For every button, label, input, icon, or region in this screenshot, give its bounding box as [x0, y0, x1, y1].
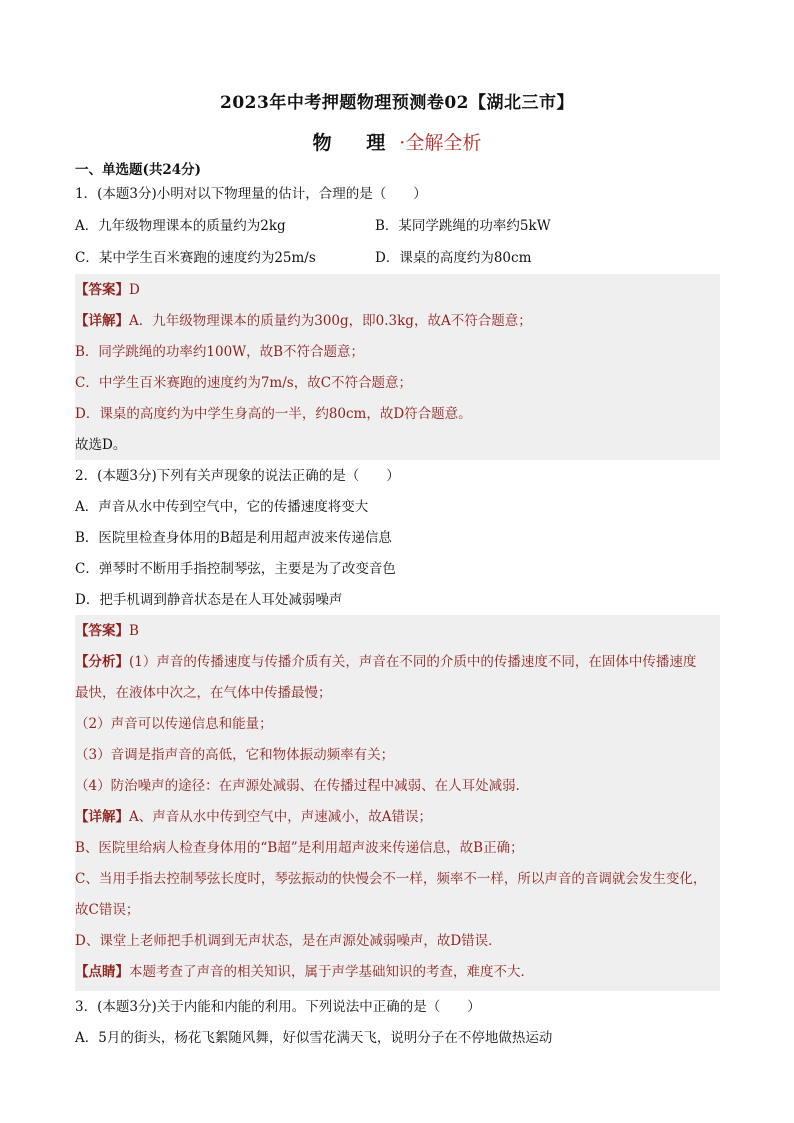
q1-conclusion: 故选D。 — [75, 437, 127, 453]
q2-option-a: A．声音从水中传到空气中，它的传播速度将变大 — [75, 499, 369, 515]
q2-option-d: D．把手机调到静音状态是在人耳处减弱噪声 — [75, 592, 343, 608]
q1-option-a: A．九年级物理课本的质量约为2kg — [75, 218, 286, 234]
q1-detail-3: C．中学生百米赛跑的速度约为7m/s，故C不符合题意； — [75, 375, 413, 391]
q2-analysis-4: （4）防治噪声的途径：在声源处减弱、在传播过程中减弱、在人耳处减弱． — [75, 778, 530, 794]
answer-value: D — [129, 282, 140, 298]
q2-analysis-2: （2）声音可以传递信息和能量； — [75, 716, 273, 732]
q1-solution-box — [75, 274, 720, 460]
q1-option-b: B．某同学跳绳的功率约5kW — [375, 218, 551, 234]
q2-stem: 2．(本题3分)下列有关声现象的说法正确的是（ ） — [75, 468, 400, 484]
q2-detail-4: D、课堂上老师把手机调到无声状态，是在声源处减弱噪声，故D错误． — [75, 933, 502, 949]
detail-tag: 【详解】 — [75, 313, 129, 329]
subject-label: 物 理 — [312, 132, 400, 154]
q2-analysis-3: （3）音调是指声音的高低，它和物体振动频率有关； — [75, 747, 395, 763]
subtitle-suffix: ·全解全析 — [399, 132, 482, 154]
q1-option-c: C．某中学生百米赛跑的速度约为25m/s — [75, 250, 316, 266]
comment-tag: 【点睛】 — [75, 964, 129, 980]
q3-option-a: A．5月的街头，杨花飞絮随风舞，好似雪花满天飞，说明分子在不停地做热运动 — [75, 1030, 553, 1046]
q3-stem: 3．(本题3分)关于内能和内能的利用。下列说法中正确的是（ ） — [75, 999, 481, 1015]
q2-analysis-1b: 最快，在液体中次之，在气体中传播最慢； — [75, 685, 332, 701]
answer-tag: 【答案】 — [75, 282, 129, 298]
q1-stem: 1．(本题3分)小明对以下物理量的估计，合理的是（ ） — [75, 186, 427, 202]
q2-detail-1 — [75, 807, 720, 827]
section-heading: 一、单选题(共24分) — [75, 162, 202, 178]
q2-option-c: C．弹琴时不断用手指控制琴弦，主要是为了改变音色 — [75, 561, 396, 577]
q2-comment — [75, 962, 720, 982]
analysis-tag: 【分析】 — [75, 654, 129, 670]
q2-detail-3a: C、当用手指去控制琴弦长度时，琴弦振动的快慢会不一样，频率不一样，所以声音的音调就会发生变化， — [75, 871, 707, 887]
detail-tag: 【详解】 — [75, 809, 129, 825]
q1-detail-1 — [75, 311, 720, 331]
q1-detail-4: D．课桌的高度约为中学生身高的一半，约80cm，故D符合题意。 — [75, 406, 472, 422]
page-subtitle — [0, 128, 794, 155]
analysis-text: (1）声音的传播速度与传播介质有关，声音在不同的介质中的传播速度不同，在固体中传播速度 — [129, 654, 697, 670]
q1-option-d: D．课桌的高度约为80cm — [375, 250, 532, 266]
q2-option-b: B．医院里检查身体用的B超是利用超声波来传递信息 — [75, 530, 392, 546]
q2-detail-3b: 故C错误； — [75, 902, 140, 918]
comment-text: 本题考查了声音的相关知识，属于声学基础知识的考查，难度不大． — [129, 964, 534, 980]
detail-text: A．九年级物理课本的质量约为300g，即0.3kg，故A不符合题意； — [129, 313, 532, 329]
q1-answer — [75, 280, 720, 300]
q1-options-row1 — [75, 216, 720, 236]
page-title: 2023年中考押题物理预测卷02【湖北三市】 — [220, 93, 574, 113]
answer-tag: 【答案】 — [75, 623, 129, 639]
q2-detail-2: B、医院里给病人检查身体用的“B超”是利用超声波来传递信息，故B正确； — [75, 840, 524, 856]
q1-detail-2: B．同学跳绳的功率约100W，故B不符合题意； — [75, 344, 364, 360]
answer-value: B — [129, 623, 139, 639]
detail-text: A、声音从水中传到空气中，声速减小，故A错误； — [129, 809, 432, 825]
q1-options-row2 — [75, 248, 720, 268]
q2-answer — [75, 621, 720, 641]
q2-analysis-1a — [75, 652, 720, 672]
